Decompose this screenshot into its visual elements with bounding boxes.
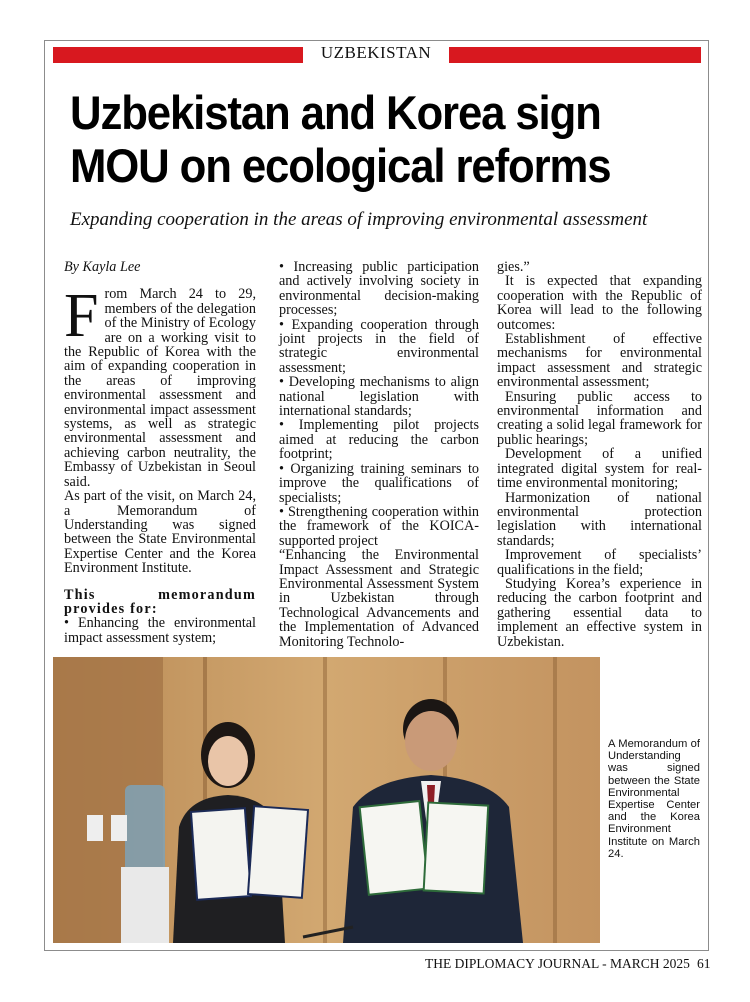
list-item: • Expanding cooperation through joint projects in the field of strategic environmental assessment; — [279, 316, 479, 376]
photo-caption: A Memorandum of Understanding was signed between the State Environmental Expertise Center and the Korea Environment Institute on March 24. — [608, 738, 700, 860]
list-item: gies.” — [497, 259, 530, 275]
list-item: • Organizing training seminars to improve the qualifications of specialists; — [279, 460, 479, 506]
article-column-2 — [279, 260, 479, 649]
page-number: 61 — [697, 956, 711, 971]
list-item: • Enhancing the environmental impact assessment system; — [64, 615, 256, 646]
list-item: It is expected that expanding cooperation with the Republic of Korea will lead to the following outcomes: — [497, 273, 702, 333]
list-item: • Increasing public participation and actively involving society in environmental decision-making processes; — [279, 259, 479, 319]
signing-photo — [53, 657, 600, 943]
list-item: • Strengthening cooperation within the framework of the KOICA-supported project — [279, 503, 479, 549]
list-item: Ensuring public access to environmental information and creating a solid legal framework for public hearings; — [497, 388, 702, 448]
article-column-1 — [64, 260, 256, 645]
section-label: UZBEKISTAN — [320, 43, 432, 62]
headline-line-2: MOU on ecological reforms — [70, 139, 611, 192]
article-column-3 — [497, 260, 702, 649]
headline — [70, 86, 656, 192]
byline: By Kayla Lee — [64, 259, 141, 275]
section-bar-right — [449, 47, 701, 63]
headline-line-1: Uzbekistan and Korea sign — [70, 86, 601, 139]
list-item: Improvement of specialists’ qualifications in the field; — [497, 547, 702, 578]
list-item: “Enhancing the Environmental Impact Assessment and Strategic Environmental Assessment System in Uzbekistan through Technological Advancements and the Implementation of Advanced Monitoring Technolo- — [279, 547, 479, 650]
list-item: Harmonization of national environmental protection legislation with international standards; — [497, 489, 702, 549]
section-bar-left — [53, 47, 303, 63]
paragraph-intro: From March 24 to 29, members of the delegation of the Ministry of Ecology are on a working visit to the Republic of Korea with the aim of expanding cooperation in the areas of improving environmental assessment and environmental impact assessment systems, as well as strategic environmental assessment and achieving carbon neutrality, the Embassy of Uzbekistan in Seoul said. — [64, 282, 256, 490]
list-item: • Developing mechanisms to align national legislation with international standards; — [279, 374, 479, 420]
drop-cap: F — [64, 282, 99, 351]
memorandum-heading: This memorandum provides for: — [64, 586, 256, 617]
list-item: Development of a unified integrated digital system for real-time environmental monitoring; — [497, 446, 702, 492]
list-item: Establishment of effective mechanisms for environmental impact assessment and strategic environmental assessment; — [497, 331, 702, 391]
list-item: • Implementing pilot projects aimed at reducing the carbon footprint; — [279, 417, 479, 463]
footer-publication: THE DIPLOMACY JOURNAL - MARCH 2025 — [425, 956, 690, 971]
paragraph-2: As part of the visit, on March 24, a Memorandum of Understanding was signed between the State Environmental Expertise Center and the Korea Environment Institute. — [64, 488, 256, 577]
list-item: Studying Korea’s experience in reducing the carbon footprint and gathering essential data to implement an effective system in Uzbekistan. — [497, 575, 702, 650]
subheadline: Expanding cooperation in the areas of improving environmental assessment — [70, 209, 648, 230]
